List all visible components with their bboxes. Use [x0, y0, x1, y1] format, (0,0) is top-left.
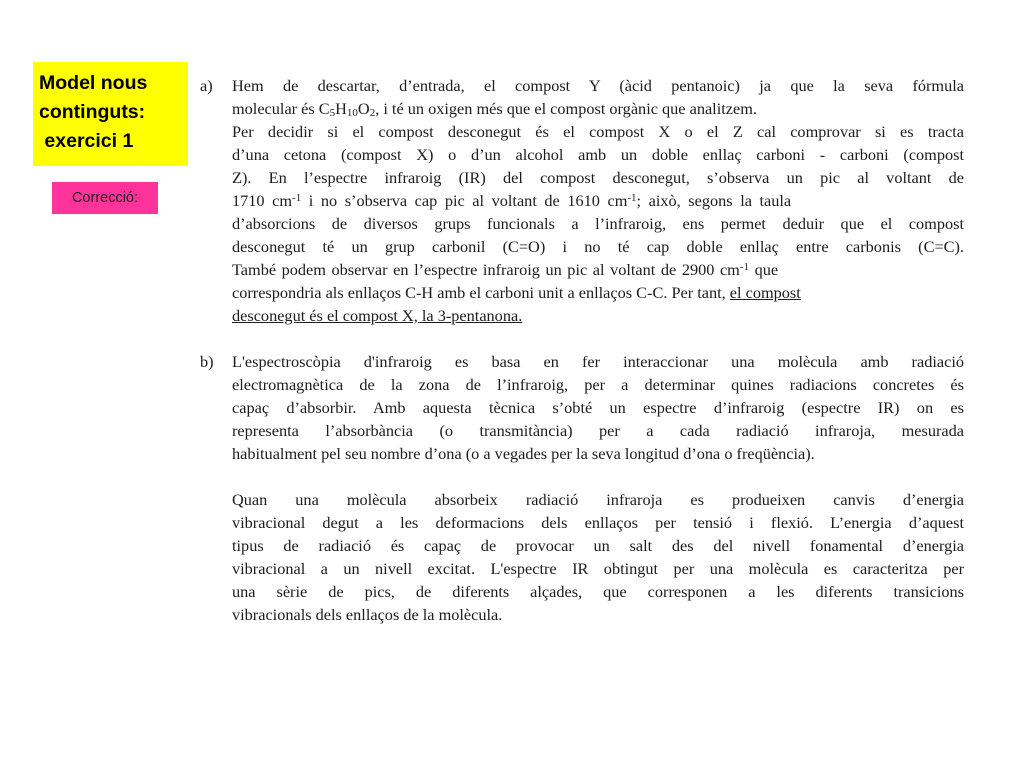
unit-superscript: -1	[739, 261, 750, 273]
formula-subscript: 2	[369, 107, 376, 119]
line-text: 1710 cm	[232, 191, 293, 210]
formula-text: H	[335, 99, 347, 118]
unit-superscript: -1	[292, 192, 302, 204]
underlined-conclusion: desconegut és el compost X, la 3-pentanona.	[232, 306, 523, 325]
formula-text: O	[357, 99, 370, 118]
line-text: i no s’observa cap pic al voltant de 1610 cm	[301, 191, 628, 210]
answer-b-paragraph-1	[232, 350, 964, 465]
underlined-conclusion: el compost	[729, 283, 801, 302]
answer-b-line: Quan una molècula absorbeix radiació infraroja es produeixen canvis d’energia	[232, 490, 964, 509]
answer-b-line: vibracionals dels enllaços de la molècula.	[232, 605, 503, 624]
answer-a	[200, 74, 964, 327]
answer-b-line: habitualment pel seu nombre d’ona (o a vegades per la seva longitud d’ona o freqüència).	[232, 444, 815, 463]
answer-b-line: representa l’absorbància (o transmitància) per a cada radiació infraroja, mesurada	[232, 421, 964, 440]
formula-subscript: 5	[329, 107, 336, 119]
scanned-document	[200, 74, 964, 626]
line-text: ; això, segons la taula	[636, 191, 792, 210]
answer-a-wavenumber-line	[232, 258, 964, 281]
answer-a-conclusion-line	[232, 281, 964, 304]
answer-a-line: Per decidir si el compost desconegut és el compost X o el Z cal comprovar si es tracta	[232, 122, 964, 141]
answer-a-line: desconegut té un grup carbonil (C=O) i no té cap doble enllaç entre carbonis (C=C).	[232, 237, 964, 256]
unit-superscript: -1	[627, 192, 637, 204]
answer-a-conclusion-line	[232, 304, 964, 327]
line-text: correspondria als enllaços C-H amb el carboni unit a enllaços C-C. Per tant,	[232, 283, 730, 302]
answer-a-formula-line	[232, 97, 964, 120]
correction-tag: Correcció:	[52, 182, 158, 214]
answer-b-line: vibracional a un nivell excitat. L'espectre IR obtingut per una molècula es caracteritza per	[232, 559, 964, 578]
formula-subscript: 10	[346, 107, 358, 119]
answer-a-line: d’una cetona (compost X) o d’un alcohol amb un doble enllaç carboni - carboni (compost	[232, 145, 964, 164]
line-text: També podem observar en l’espectre infraroig un pic al voltant de 2900 cm	[232, 260, 740, 279]
answer-b-line: electromagnètica de la zona de l’infraroig, per a determinar quines radiacions concretes és	[232, 375, 964, 394]
answer-a-line: Z). En l’espectre infraroig (IR) del compost desconegut, s’observa un pic al voltant de	[232, 168, 964, 187]
answer-b-marker: b)	[200, 352, 214, 371]
slide-title: Model nous continguts: exercici 1	[33, 62, 188, 166]
answer-b-line: L'espectroscòpia d'infraroig es basa en fer interaccionar una molècula amb radiació	[232, 352, 964, 371]
answer-b	[200, 350, 964, 626]
answer-a-line: Hem de descartar, d’entrada, el compost Y (àcid pentanoic) ja que la seva fórmula	[232, 76, 964, 95]
answer-a-wavenumber-line	[232, 189, 964, 212]
formula-text: , i té un oxigen més que el compost orgànic que analitzem.	[375, 99, 757, 118]
answer-b-line: capaç d’absorbir. Amb aquesta tècnica s’obté un espectre d’infraroig (espectre IR) on es	[232, 398, 964, 417]
answer-b-line: una sèrie de pics, de diferents alçades, que corresponen a les diferents transicions	[232, 582, 964, 601]
formula-text: molecular és C	[232, 99, 330, 118]
answer-a-line: d’absorcions de diversos grups funcionals a l’infraroig, ens permet deduir que el compost	[232, 214, 964, 233]
answer-b-paragraph-2	[232, 488, 964, 626]
answer-b-line: vibracional degut a les deformacions dels enllaços per tensió i flexió. L’energia d’aquest	[232, 513, 964, 532]
line-text: que	[749, 260, 779, 279]
answer-a-marker: a)	[200, 76, 213, 95]
answer-b-line: tipus de radiació és capaç de provocar un salt des del nivell fonamental d’energia	[232, 536, 964, 555]
